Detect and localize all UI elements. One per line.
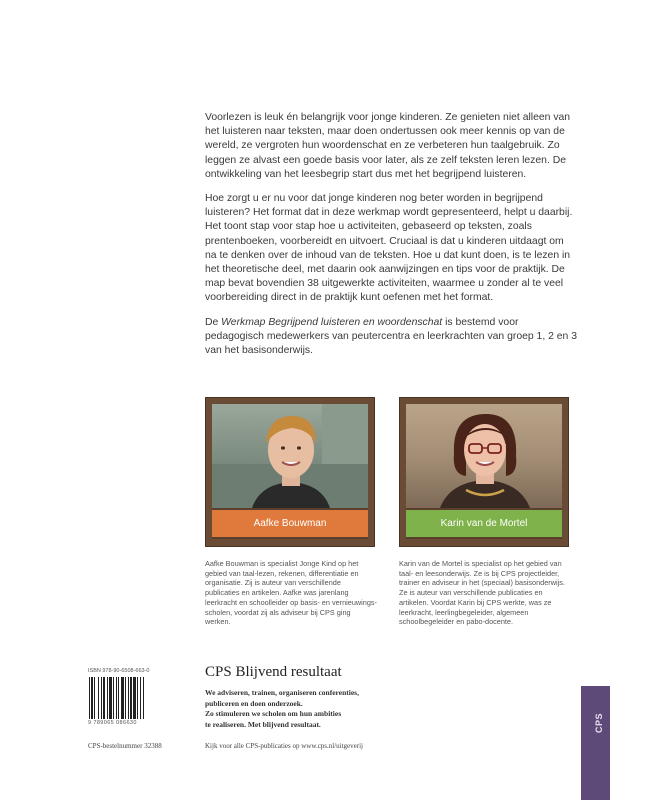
spine-strip bbox=[581, 686, 610, 800]
intro-text bbox=[205, 111, 577, 368]
barcode-bar bbox=[143, 677, 144, 719]
publications-link-text: Kijk voor alle CPS-publicaties op www.cps.nl/uitgeverij bbox=[205, 742, 363, 750]
barcode-bar bbox=[140, 677, 141, 719]
barcode-block bbox=[88, 668, 158, 726]
nameplate-aafke: Aafke Bouwman bbox=[212, 508, 368, 539]
barcode-bar bbox=[137, 677, 138, 719]
barcode-bar bbox=[103, 677, 105, 719]
barcode-digits: 9 789065 086630 bbox=[88, 720, 137, 726]
cps-line: publiceren en doen onderzoek. bbox=[205, 698, 303, 708]
barcode-bar bbox=[98, 677, 99, 719]
cps-line: Zo stimuleren we scholen om hun ambities bbox=[205, 709, 342, 718]
barcode-bar bbox=[109, 677, 112, 719]
barcode-bar bbox=[94, 677, 95, 719]
cps-mission-text bbox=[205, 688, 405, 730]
cps-line: te realiseren. Met blijvend resultaat. bbox=[205, 719, 321, 729]
barcode-bar bbox=[121, 677, 124, 719]
order-number: CPS-bestelnummer 32388 bbox=[88, 742, 162, 750]
intro-paragraph-1: Voorlezen is leuk én belangrijk voor jonge kinderen. Ze genieten niet alleen van het luisteren naar teksten, maar doen ondertussen ook meer kennis op van de wereld, ze vergroten hun woordenschat en ze verbeteren hun taalgebruik. Zo leggen ze alvast een goede basis voor later, als ze zelf teksten leren lezen. De ontwikkeling van het leesbegrip start dus met het begrijpend luisteren. bbox=[205, 112, 571, 180]
barcode-bar bbox=[125, 677, 126, 719]
barcode-bar bbox=[101, 677, 102, 719]
author-frame-karin bbox=[399, 397, 569, 547]
cps-logo-icon: CPS bbox=[594, 712, 605, 734]
barcode-bar bbox=[130, 677, 132, 719]
cps-line: We adviseren, trainen, organiseren conferenties, bbox=[205, 688, 359, 697]
barcode-bar bbox=[113, 677, 114, 719]
author-frame-aafke bbox=[205, 397, 375, 547]
nameplate-karin: Karin van de Mortel bbox=[406, 508, 562, 539]
author-photo-aafke bbox=[212, 404, 368, 508]
intro-paragraph-3: De Werkmap Begrijpend luisteren en woordenschat is bestemd voor pedagogisch medewerkers van peutercentra en leerkrachten van groep 1, 2 en 3 van het basisonderwijs. bbox=[205, 316, 577, 357]
cps-slogan-title: CPS Blijvend resultaat bbox=[205, 664, 342, 680]
author-photo-karin bbox=[406, 404, 562, 508]
book-title: Werkmap Begrijpend luisteren en woordenschat bbox=[221, 316, 443, 328]
portrait-aafke-icon bbox=[212, 404, 368, 508]
intro-paragraph-2: Hoe zorgt u er nu voor dat jonge kinderen nog beter worden in begrijpend luisteren? Het format dat in deze werkmap wordt gepresenteerd, helpt u daarbij. Het toont stap voor stap hoe u activiteiten, gebaseerd op teksten, zoals prentenboeken, voorbereidt en uitvoert. Cruciaal is dat u kinderen uitdaagt om na te denken over de inhoud van de teksten. Hoe u dat kunt doen, is te lezen in het theoretische deel, met daarin ook aanwijzingen en tips voor de praktijk. De map bevat bovendien 38 uitgewerkte activiteiten, waarmee u zonder al te veel voorbereiding direct in de praktijk kunt oefenen met het format. bbox=[205, 193, 573, 304]
barcode-bar bbox=[89, 677, 90, 719]
barcode-bar bbox=[118, 677, 119, 719]
author-bio-karin: Karin van de Mortel is specialist op het gebied van taal- en leesonderwijs. Ze is bij CPS projectleider, trainer en adviseur in het (speciaal) basisonderwijs. Ze is auteur van verschillende publicaties en artikelen. Voordat Karin bij CPS werkte, was ze leerkracht, leerlingbegeleider, algemeen schoolbegeleider en pabo-docente. bbox=[399, 559, 565, 627]
barcode-bar bbox=[91, 677, 93, 719]
barcode-bar bbox=[116, 677, 117, 719]
barcode-bar bbox=[133, 677, 136, 719]
portrait-karin-icon bbox=[406, 404, 562, 508]
barcode-bar bbox=[128, 677, 129, 719]
barcode-icon bbox=[88, 677, 156, 719]
isbn-label: ISBN 978-90-6508-663-0 bbox=[88, 668, 150, 674]
barcode-bar bbox=[107, 677, 108, 719]
author-bio-aafke: Aafke Bouwman is specialist Jonge Kind op het gebied van taal-lezen, rekenen, differentiatie en organisatie. Zij is auteur van verschillende publicaties en artikelen. Aafke was jarenlang leerkracht en schoolleider op basis- en vernieuwings-scholen, voordat zij als adviseur bij CPS ging werken. bbox=[205, 559, 377, 627]
